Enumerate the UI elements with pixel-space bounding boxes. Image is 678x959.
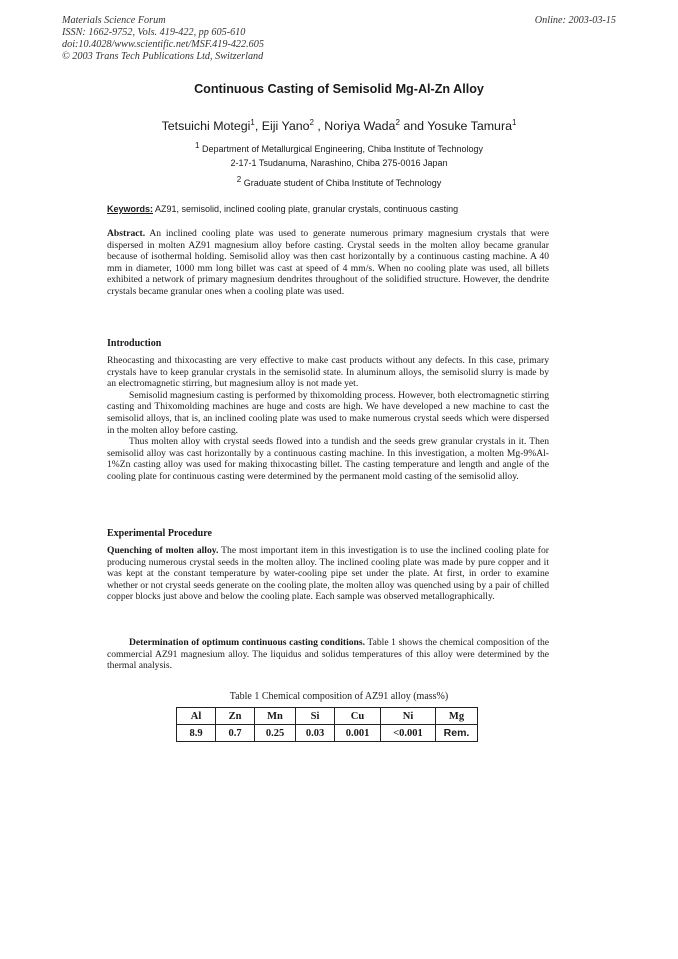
abstract (107, 228, 549, 298)
table-caption: Table 1 Chemical composition of AZ91 alloy (mass%) (229, 691, 449, 702)
quenching-text: The most important item in this investigation is to use the inclined cooling plate for producing numerous crystal seeds in the molten alloy. The inclined cooling plate was made by pure copper and it was kept at the constant temperature by water-cooling pipe set under the plate. At first, in order to examine whether or not crystal seeds generate on the cooling plate, the molten alloy was quenched using by a pair of chilled copper blocks just above and below the cooling plate. Each sample was observed metallographically. (107, 545, 549, 603)
journal-header (62, 15, 264, 63)
table-header-cell: Zn (216, 708, 255, 725)
paper-title: Continuous Casting of Semisolid Mg-Al-Zn Alloy (194, 82, 484, 96)
author-list (0, 118, 678, 133)
table-header-cell: Cu (335, 708, 381, 725)
paragraph: Thus molten alloy with crystal seeds flowed into a tundish and the seeds grew granular crystals in it. Then semisolid alloy was cast horizontally by a continuous casting machine. In this investigation, a molten Mg-9%Al-1%Zn casting alloy was used for making thixocasting billet. The casting temperature and length and angle of the cooling plate for continuous casting were determined by the permanent mold casting of the semisolid alloy. (107, 436, 549, 482)
author-affil-marker: 2 (395, 118, 400, 127)
table-header-cell: Si (296, 708, 335, 725)
affil-marker: 1 (195, 141, 200, 150)
affil-text: Department of Metallurgical Engineering, Chiba Institute of Technology (199, 144, 483, 154)
author-name: and Yosuke Tamura (399, 119, 512, 134)
affil-marker: 2 (236, 175, 242, 184)
keywords-label: Keywords: (107, 204, 154, 214)
quenching-paragraph (107, 545, 549, 603)
table-cell: 8.9 (177, 725, 216, 742)
introduction-body (107, 355, 549, 483)
author-affil-marker: 1 (250, 118, 255, 127)
affiliation-1 (0, 141, 678, 154)
determination-label: Determination of optimum continuous casting conditions. (129, 637, 366, 648)
table-cell: Rem. (436, 725, 478, 742)
table-cell: 0.7 (216, 725, 255, 742)
keywords-text: AZ91, semisolid, inclined cooling plate, granular crystals, continuous casting (153, 204, 459, 214)
table-cell: <0.001 (381, 725, 436, 742)
determination-paragraph (107, 637, 549, 672)
author-name: Tetsuichi Motegi (161, 119, 251, 134)
affiliation-address: 2-17-1 Tsudanuma, Narashino, Chiba 275-0016 Japan (230, 158, 448, 168)
table-header-cell: Al (177, 708, 216, 725)
issn-line: ISSN: 1662-9752, Vols. 419-422, pp 605-610 (62, 27, 246, 38)
author-name: , Eiji Yano (254, 119, 310, 134)
table-cell: 0.03 (296, 725, 335, 742)
author-affil-marker: 2 (309, 118, 314, 127)
paragraph: Semisolid magnesium casting is performed by thixomolding process. However, both electromagnetic stirring casting and Thixomolding machines are huge and costs are high. We have developed a new machine to cast the semisolid alloys, that is, an inclined cooling plate was used to make numerous crystal seeds which were dispersed in the molten alloy before casting. (107, 389, 549, 436)
author-name: , Noriya Wada (313, 119, 396, 134)
affil-text: Graduate student of Chiba Institute of Technology (241, 178, 442, 188)
table-header-cell: Mn (255, 708, 296, 725)
table-row (177, 725, 478, 742)
table-header-cell: Mg (436, 708, 478, 725)
experimental-heading: Experimental Procedure (107, 528, 212, 539)
doi-link[interactable]: doi:10.4028/www.scientific.net/MSF.419-422.605 (62, 39, 264, 50)
keywords (107, 204, 458, 214)
journal-name: Materials Science Forum (62, 15, 166, 26)
table-header-cell: Ni (381, 708, 436, 725)
author-affil-marker: 1 (511, 118, 517, 127)
table-cell: 0.001 (335, 725, 381, 742)
affiliation-2 (0, 175, 678, 188)
introduction-heading: Introduction (107, 338, 162, 349)
table-cell: 0.25 (255, 725, 296, 742)
composition-table (176, 707, 478, 742)
quenching-label: Quenching of molten alloy. (107, 545, 219, 556)
paragraph: Rheocasting and thixocasting are very effective to make cast products without any defects. In this case, primary crystals have to keep granular crystals in the semisolid state. In aluminum alloys, the semisolid slurry is made by an electromagnetic stirring, but magnesium alloy is not made yet. (107, 355, 549, 390)
copyright-line: © 2003 Trans Tech Publications Ltd, Switzerland (62, 51, 264, 62)
table-header-row (177, 708, 478, 725)
online-date: Online: 2003-03-15 (534, 15, 616, 26)
determination-text: Table 1 shows the chemical composition of the commercial AZ91 magnesium alloy. The liquidus and solidus temperatures of this alloy were determined by the thermal analysis. (107, 637, 549, 672)
abstract-text: An inclined cooling plate was used to generate numerous primary magnesium crystals that were dispersed in molten AZ91 magnesium alloy before casting. Crystal seeds in the molten alloy became granular because of isothermal holding. Semisolid alloy was then cast horizontally by a continuous casting machine. A 40 mm in diameter, 1000 mm long billet was cast at speed of 4 mm/s. When no cooling plate was used, all billets exhibited a network of primary magnesium dendrites throughout of the solidified structure. However, the dendrite crystals became granular ones when a cooling plate was used. (107, 228, 549, 297)
abstract-label: Abstract. (107, 228, 146, 239)
